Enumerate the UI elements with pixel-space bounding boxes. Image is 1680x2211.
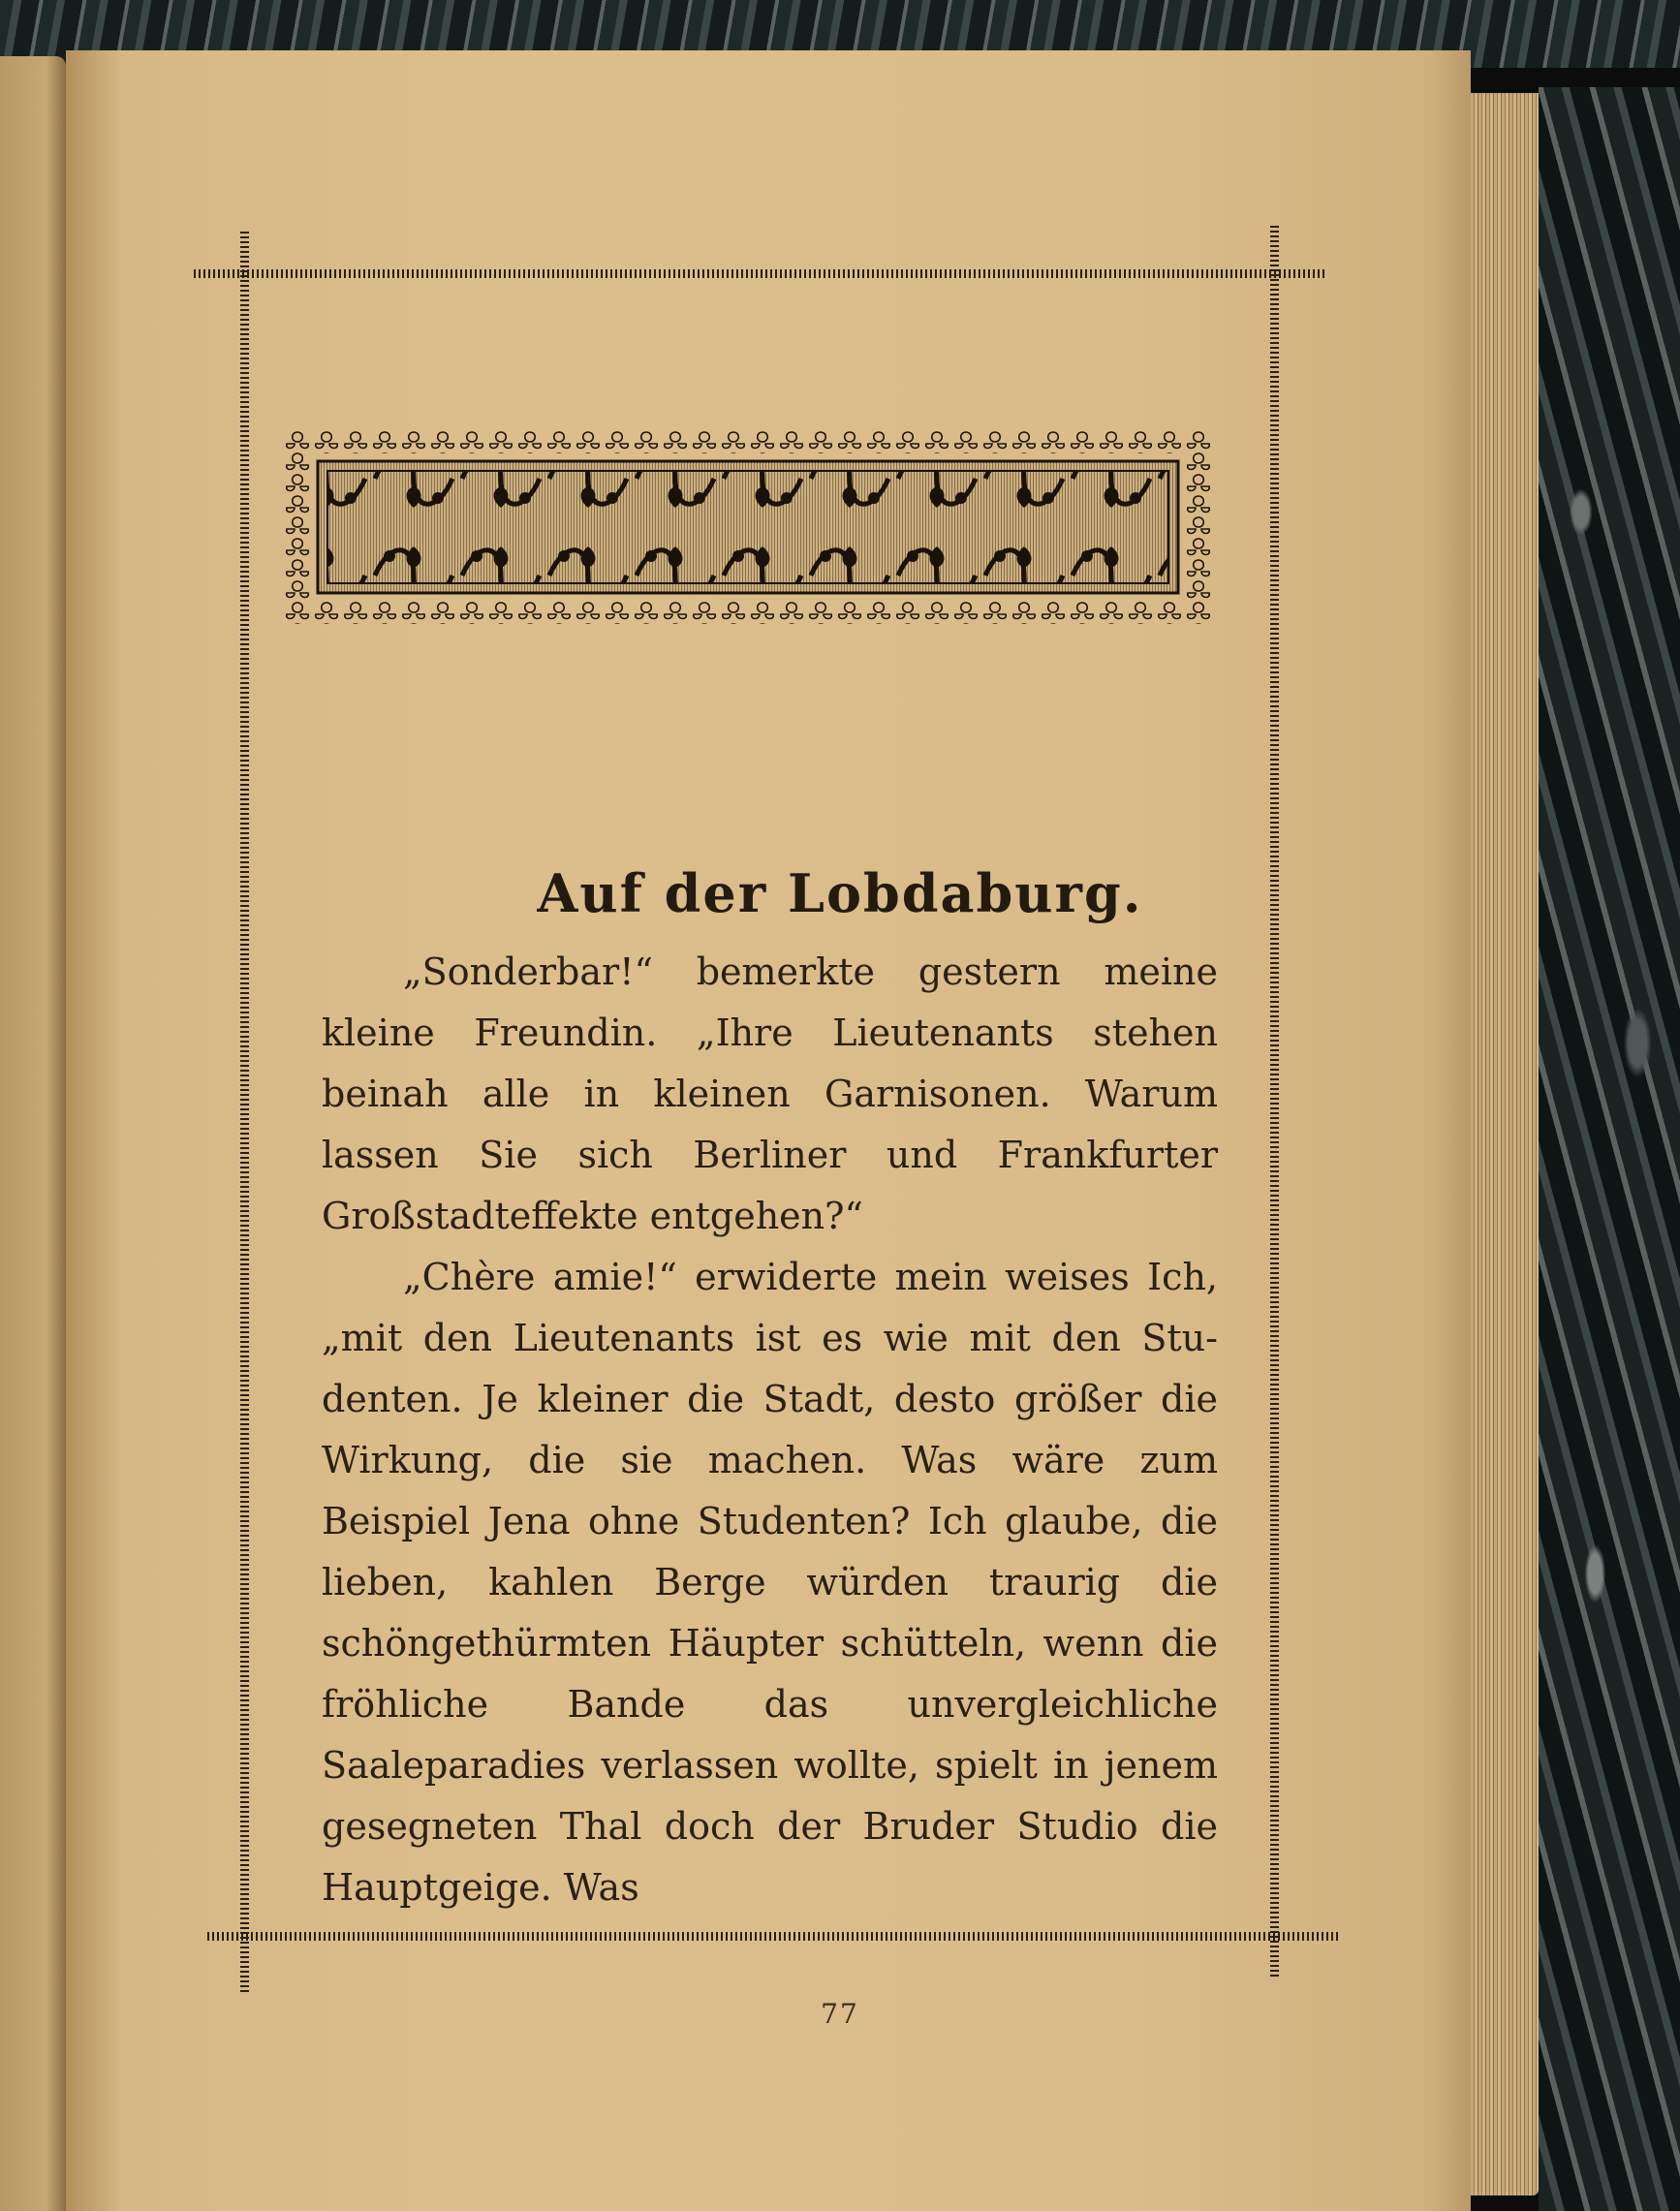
ornamental-headpiece	[283, 430, 1213, 624]
frame-rule-right	[1270, 223, 1279, 1977]
page-number: 77	[821, 1998, 859, 2030]
marbled-cover-right	[1539, 87, 1680, 2211]
body-text	[322, 942, 1218, 1918]
frame-rule-top	[194, 269, 1325, 278]
page-edges	[1471, 93, 1539, 2195]
paragraph-1: „Sonderbar!“ bemerkte gestern meine kleine Freundin. „Ihre Lieutenants stehen beinah alle in kleinen Garnisonen. Warum lassen Sie sich Berliner und Frankfurter Großstadteffekte entgehen?“	[322, 950, 1218, 1237]
frame-rule-left	[240, 229, 249, 1992]
frame-rule-bottom	[207, 1932, 1339, 1941]
chapter-heading: Auf der Lobdaburg.	[537, 862, 1143, 924]
paragraph-2: „Chère amie!“ erwiderte mein weises Ich, „mit den Lieutenants ist es wie mit den Studenten. Je kleiner die Stadt, desto größer die Wirkung, die sie machen. Was wäre zum Beispiel Jena ohne Studenten? Ich glaube, die lieben, kahlen Berge würden traurig die schöngethürmten Häupter schütteln, wenn die fröhliche Bande das unvergleichliche Saaleparadies verlassen wollte, spielt in jenem gesegneten Thal doch der Bruder Studio die Hauptgeige. Was	[322, 1256, 1218, 1909]
left-page-edge	[0, 56, 66, 2211]
